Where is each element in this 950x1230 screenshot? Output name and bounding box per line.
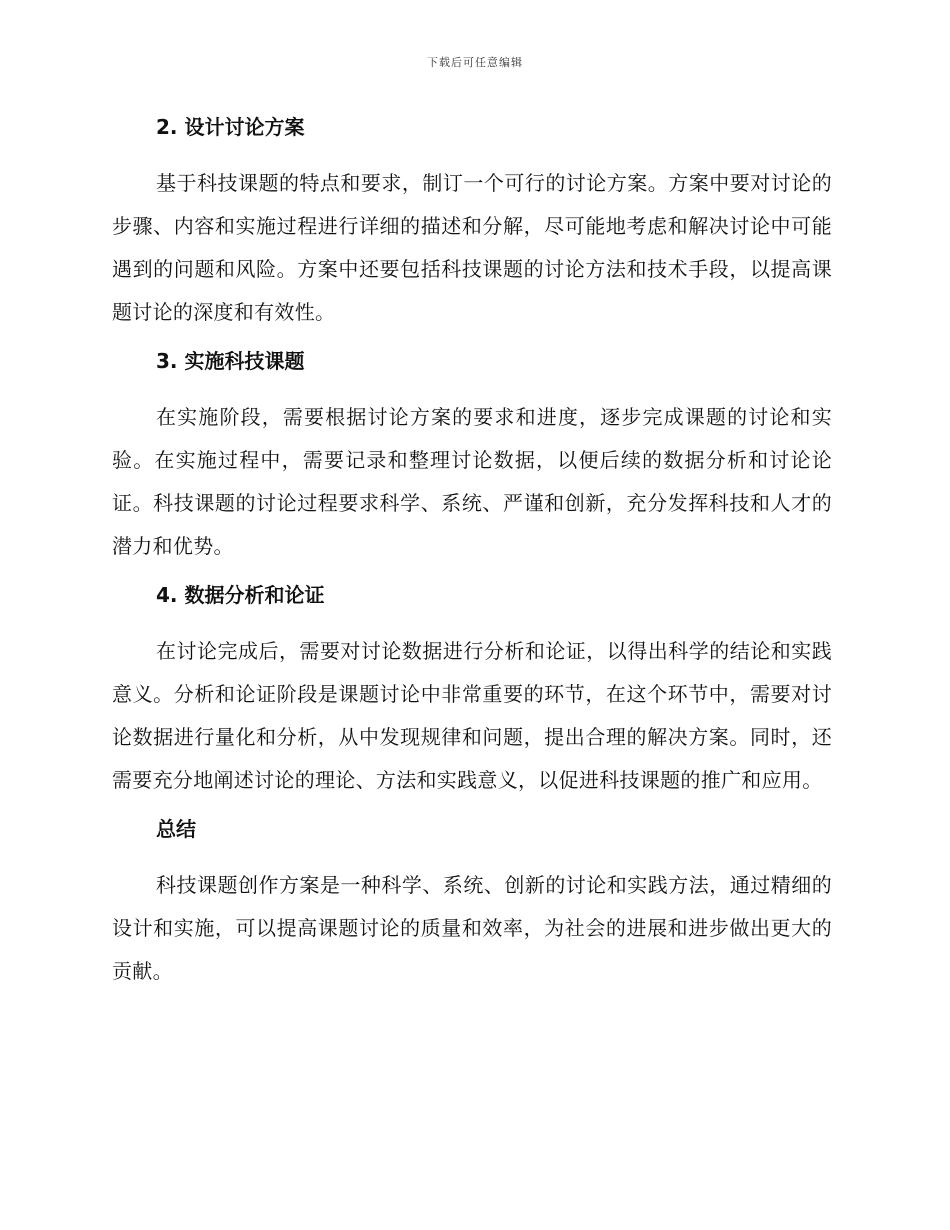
section-paragraph: 在实施阶段，需要根据讨论方案的要求和进度，逐步完成课题的讨论和实验。在实施过程中，需要记录和整理讨论数据，以便后续的数据分析和讨论论证。科技课题的讨论过程要求科学、系统、严谨和创新，充分发挥科技和人才的潜力和优势。: [112, 405, 832, 558]
section-design-plan: [112, 112, 832, 334]
section-paragraph: 基于科技课题的特点和要求，制订一个可行的讨论方案。方案中要对讨论的步骤、内容和实施过程进行详细的描述和分解，尽可能地考虑和解决讨论中可能遇到的问题和风险。方案中还要包括科技课题的讨论方法和技术手段，以提高课题讨论的深度和有效性。: [112, 171, 832, 324]
section-heading: 3. 实施科技课题: [156, 349, 305, 373]
section-paragraph: 在讨论完成后，需要对讨论数据进行分析和论证，以得出科学的结论和实践意义。分析和论证阶段是课题讨论中非常重要的环节，在这个环节中，需要对讨论数据进行量化和分析，从中发现规律和问题，提出合理的解决方案。同时，还需要充分地阐述讨论的理论、方法和实践意义，以促进科技课题的推广和应用。: [112, 639, 832, 792]
section-heading: 4. 数据分析和论证: [156, 583, 325, 607]
section-heading: 2. 设计讨论方案: [156, 115, 305, 139]
section-implementation: [112, 346, 832, 568]
section-data-analysis: [112, 580, 832, 802]
section-paragraph: 科技课题创作方案是一种科学、系统、创新的讨论和实践方法，通过精细的设计和实施，可以提高课题讨论的质量和效率，为社会的进展和进步做出更大的贡献。: [112, 873, 832, 983]
section-heading: 总结: [156, 817, 196, 841]
page-header: 下载后可任意编辑: [427, 56, 523, 69]
document-body: [112, 112, 832, 1005]
section-summary: [112, 814, 832, 993]
